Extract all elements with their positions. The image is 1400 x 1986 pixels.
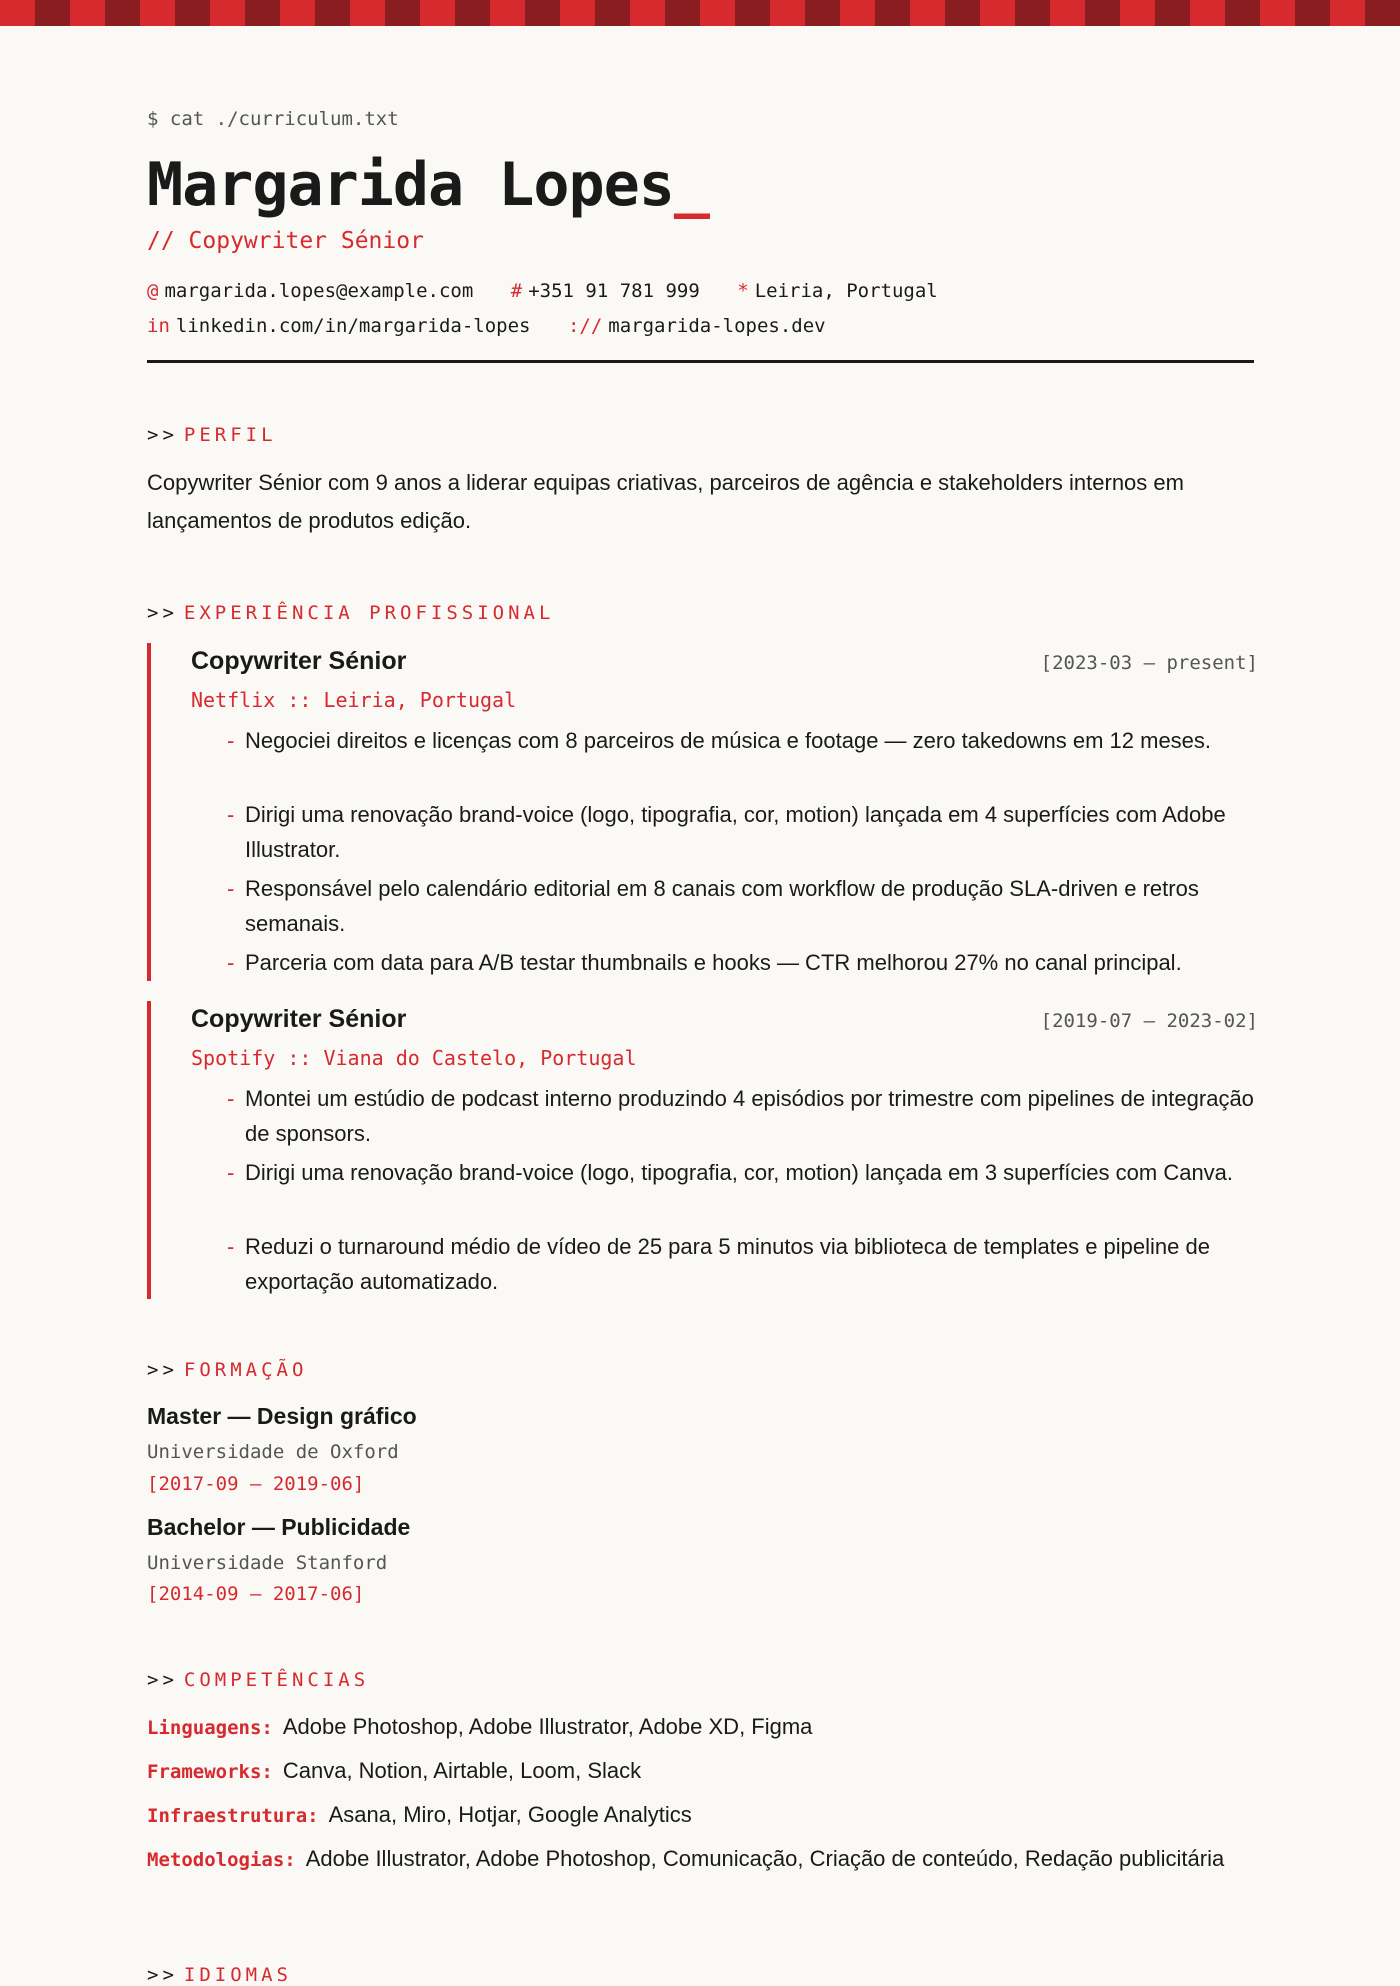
profile-text: Copywriter Sénior com 9 anos a liderar equipas criativas, parceiros de agência e stakeholders internos em lançamentos de produtos edição. <box>147 470 1184 533</box>
section-heading-skills: >> COMPETÊNCIAS <box>147 1669 370 1691</box>
linkedin-text: linkedin.com/in/margarida-lopes <box>175 315 531 337</box>
job-dates: [2019-07 — 2023-02] <box>1040 1010 1258 1032</box>
education-dates: [2017-09 – 2019-06] <box>147 1473 365 1495</box>
job-bullet: - Dirigi uma renovação brand-voice (logo, tipografia, cor, motion) lançada em 4 superfícies com Adobe Illustrator. <box>245 797 1258 867</box>
skill-row <box>147 1754 1254 1789</box>
section-heading-languages: >> IDIOMAS <box>147 1964 292 1986</box>
job-title: Copywriter Sénior <box>191 647 407 675</box>
location-icon: * <box>737 280 749 302</box>
job-title: Copywriter Sénior <box>191 1005 407 1033</box>
job-bullet: - Dirigi uma renovação brand-voice (logo, tipografia, cor, motion) lançada em 3 superfícies com Canva. <box>245 1155 1258 1190</box>
linkedin-icon: in <box>147 315 170 337</box>
education-school: Universidade Stanford <box>147 1552 388 1574</box>
contact-linkedin[interactable] <box>147 315 531 337</box>
job-bullet: - Parceria com data para A/B testar thumbnails e hooks — CTR melhorou 27% no canal principal. <box>245 945 1258 980</box>
skill-values: Adobe Photoshop, Adobe Illustrator, Adobe XD, Figma <box>282 1714 813 1739</box>
decorative-top-stripe <box>0 0 1400 26</box>
job-bullet: - Montei um estúdio de podcast interno produzindo 4 episódios por trimestre com pipelines de integração de sponsors. <box>245 1081 1258 1151</box>
bullet-dash-icon: - <box>227 802 235 827</box>
contact-phone[interactable] <box>511 280 700 302</box>
skill-values: Canva, Notion, Airtable, Loom, Slack <box>282 1758 642 1783</box>
bullet-dash-icon: - <box>227 1160 235 1185</box>
bullet-dash-icon: - <box>227 1234 235 1259</box>
name-text: Margarida Lopes <box>147 150 674 220</box>
job-company: Spotify :: Viana do Castelo, Portugal <box>191 1046 637 1070</box>
phone-text: +351 91 781 999 <box>528 280 700 302</box>
website-icon: :// <box>567 315 603 337</box>
section-heading-education: >> FORMAÇÃO <box>147 1359 308 1381</box>
education-degree: Bachelor — Publicidade <box>147 1514 411 1540</box>
bullet-dash-icon: - <box>227 728 235 753</box>
job-company: Netflix :: Leiria, Portugal <box>191 688 517 712</box>
education-degree: Master — Design gráfico <box>147 1403 417 1429</box>
bullet-dash-icon: - <box>227 876 235 901</box>
contact-line-1 <box>147 280 964 302</box>
job-role: // Copywriter Sénior <box>147 228 424 254</box>
cursor-glyph: _ <box>673 150 709 220</box>
contact-email[interactable] <box>147 280 473 302</box>
section-heading-experience: >> EXPERIÊNCIA PROFISSIONAL <box>147 602 555 624</box>
education-dates: [2014-09 – 2017-06] <box>147 1583 365 1605</box>
skill-row <box>147 1710 1254 1745</box>
contact-line-2 <box>147 315 852 337</box>
section-heading-profile: >> PERFIL <box>147 424 277 446</box>
job-bullet: - Responsável pelo calendário editorial em 8 canais com workflow de produção SLA-driven e retros semanais. <box>245 871 1258 941</box>
candidate-name <box>147 150 709 220</box>
job-bullet: - Negociei direitos e licenças com 8 parceiros de música e footage — zero takedowns em 12 meses. <box>245 723 1258 758</box>
bullet-dash-icon: - <box>227 1086 235 1111</box>
email-icon: @ <box>147 280 159 302</box>
bullet-dash-icon: - <box>227 950 235 975</box>
contact-location <box>737 280 937 302</box>
skill-row <box>147 1798 1254 1833</box>
job-entry <box>147 1001 1258 1299</box>
phone-icon: # <box>510 280 523 302</box>
skill-label: Linguagens: <box>147 1717 273 1739</box>
job-entry <box>147 643 1258 981</box>
skill-values: Asana, Miro, Hotjar, Google Analytics <box>328 1802 692 1827</box>
job-dates: [2023-03 — present] <box>1040 652 1258 674</box>
skill-label: Frameworks: <box>147 1761 273 1783</box>
terminal-prompt: $ cat ./curriculum.txt <box>147 108 399 130</box>
skill-values: Adobe Illustrator, Adobe Photoshop, Comunicação, Criação de conteúdo, Redação publicitária <box>305 1846 1225 1871</box>
email-text: margarida.lopes@example.com <box>164 280 474 302</box>
website-text: margarida-lopes.dev <box>608 315 826 337</box>
contact-website[interactable] <box>568 315 826 337</box>
skill-label: Infraestrutura: <box>147 1805 319 1827</box>
header-divider <box>147 360 1254 363</box>
job-bullet: - Reduzi o turnaround médio de vídeo de 25 para 5 minutos via biblioteca de templates e pipeline de exportação automatizado. <box>245 1229 1258 1299</box>
skill-label: Metodologias: <box>147 1849 296 1871</box>
education-school: Universidade de Oxford <box>147 1441 399 1463</box>
skill-row <box>147 1842 1254 1877</box>
location-text: Leiria, Portugal <box>754 280 938 302</box>
